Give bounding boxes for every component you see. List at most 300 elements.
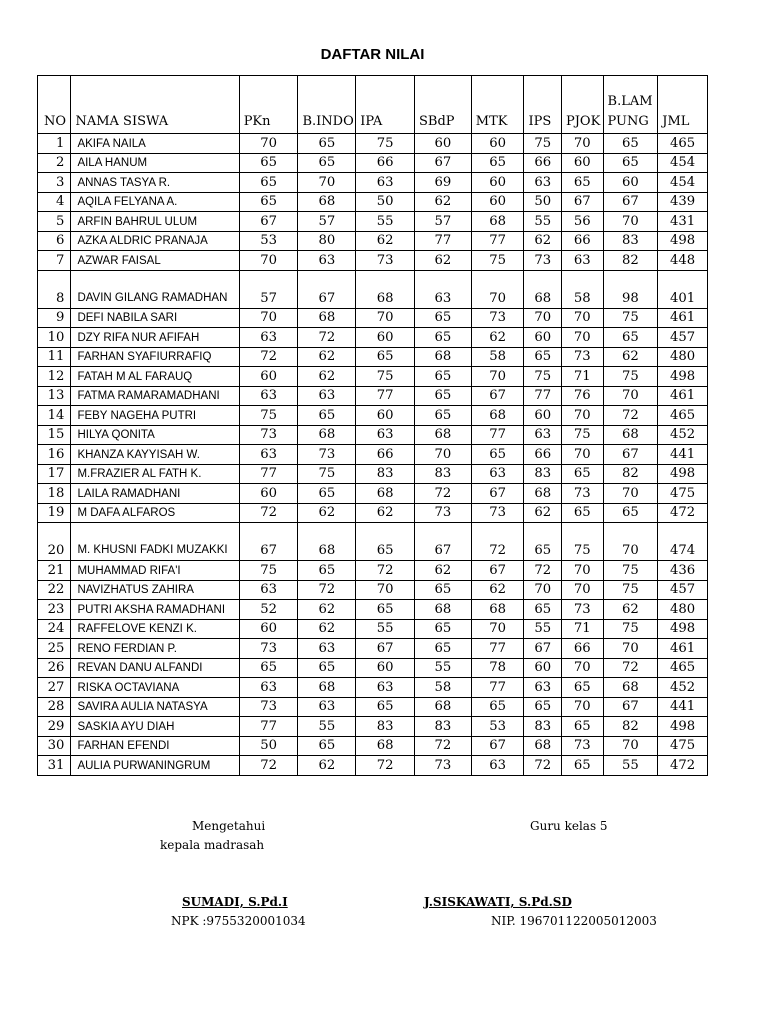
score-cell: 72 (471, 523, 524, 561)
total-cell: 457 (658, 580, 708, 600)
score-cell: 71 (561, 619, 603, 639)
score-cell: 75 (356, 134, 415, 154)
row-number: 5 (38, 212, 71, 232)
student-name: DAVIN GILANG RAMADHAN (71, 270, 239, 308)
column-header-no: NO (38, 76, 71, 134)
score-cell: 72 (298, 580, 356, 600)
score-cell: 60 (471, 173, 524, 193)
score-cell: 75 (239, 406, 298, 426)
score-cell: 72 (239, 756, 298, 776)
total-cell: 452 (658, 678, 708, 698)
score-cell: 63 (524, 425, 562, 445)
score-cell: 68 (603, 678, 658, 698)
score-cell: 62 (524, 231, 562, 251)
score-cell: 60 (239, 619, 298, 639)
score-cell: 57 (239, 270, 298, 308)
student-name: AQILA FELYANA A. (71, 192, 239, 212)
total-cell: 461 (658, 386, 708, 406)
score-cell: 63 (239, 678, 298, 698)
score-cell: 65 (471, 153, 524, 173)
score-cell: 70 (239, 251, 298, 271)
score-cell: 68 (298, 425, 356, 445)
total-cell: 498 (658, 464, 708, 484)
score-cell: 63 (239, 445, 298, 465)
score-cell: 70 (561, 580, 603, 600)
score-cell: 65 (239, 658, 298, 678)
table-row (38, 406, 708, 426)
score-cell: 60 (524, 658, 562, 678)
score-cell: 63 (524, 678, 562, 698)
row-number: 20 (38, 523, 71, 561)
score-cell: 70 (603, 639, 658, 659)
score-cell: 73 (415, 503, 472, 523)
row-number: 7 (38, 251, 71, 271)
score-cell: 57 (298, 212, 356, 232)
score-cell: 69 (415, 173, 472, 193)
score-cell: 65 (239, 192, 298, 212)
row-number: 24 (38, 619, 71, 639)
score-cell: 65 (415, 619, 472, 639)
score-cell: 65 (298, 153, 356, 173)
score-cell: 70 (561, 134, 603, 154)
table-row (38, 678, 708, 698)
score-cell: 70 (524, 580, 562, 600)
score-cell: 68 (298, 678, 356, 698)
score-cell: 67 (561, 192, 603, 212)
column-header-mtk: MTK (471, 76, 524, 134)
score-cell: 75 (356, 367, 415, 387)
score-cell: 65 (298, 658, 356, 678)
score-cell: 62 (298, 619, 356, 639)
table-row (38, 561, 708, 581)
score-cell: 83 (524, 464, 562, 484)
score-cell: 65 (603, 503, 658, 523)
score-cell: 67 (603, 445, 658, 465)
student-name: FEBY NAGEHA PUTRI (71, 406, 239, 426)
score-cell: 72 (603, 406, 658, 426)
student-name: AZWAR FAISAL (71, 251, 239, 271)
score-cell: 65 (415, 308, 472, 328)
row-number: 16 (38, 445, 71, 465)
score-cell: 60 (415, 134, 472, 154)
score-cell: 68 (524, 484, 562, 504)
score-cell: 62 (356, 231, 415, 251)
total-cell: 461 (658, 308, 708, 328)
score-cell: 68 (298, 192, 356, 212)
score-cell: 70 (524, 308, 562, 328)
score-cell: 62 (471, 328, 524, 348)
score-cell: 68 (356, 736, 415, 756)
student-name: LAILA RAMADHANI (71, 484, 239, 504)
total-cell: 474 (658, 523, 708, 561)
score-cell: 63 (298, 697, 356, 717)
column-header-blampung: B.LAMPUNG (603, 76, 658, 134)
total-cell: 472 (658, 503, 708, 523)
score-cell: 67 (603, 192, 658, 212)
score-cell: 62 (524, 503, 562, 523)
score-cell: 58 (471, 347, 524, 367)
score-cell: 65 (603, 328, 658, 348)
score-cell: 65 (356, 523, 415, 561)
row-number: 21 (38, 561, 71, 581)
student-name: M DAFA ALFAROS (71, 503, 239, 523)
score-cell: 55 (415, 658, 472, 678)
score-cell: 53 (471, 717, 524, 737)
score-cell: 73 (561, 484, 603, 504)
score-cell: 63 (471, 756, 524, 776)
score-cell: 62 (298, 600, 356, 620)
total-cell: 498 (658, 619, 708, 639)
score-cell: 67 (603, 697, 658, 717)
student-name: RENO FERDIAN P. (71, 639, 239, 659)
score-cell: 63 (239, 580, 298, 600)
total-cell: 480 (658, 347, 708, 367)
table-row (38, 445, 708, 465)
score-cell: 68 (471, 600, 524, 620)
score-cell: 60 (239, 367, 298, 387)
student-name: MUHAMMAD RIFA'I (71, 561, 239, 581)
score-cell: 60 (524, 328, 562, 348)
score-cell: 63 (239, 328, 298, 348)
score-cell: 55 (356, 212, 415, 232)
score-cell: 70 (356, 308, 415, 328)
score-cell: 60 (356, 658, 415, 678)
score-cell: 63 (471, 464, 524, 484)
score-cell: 67 (298, 270, 356, 308)
score-cell: 56 (561, 212, 603, 232)
acknowledge-label: Mengetahui (192, 819, 266, 833)
score-cell: 77 (471, 639, 524, 659)
score-cell: 73 (415, 756, 472, 776)
score-cell: 60 (356, 328, 415, 348)
score-cell: 62 (415, 561, 472, 581)
score-cell: 72 (239, 503, 298, 523)
score-cell: 70 (471, 619, 524, 639)
score-cell: 63 (356, 173, 415, 193)
table-row (38, 251, 708, 271)
score-cell: 83 (356, 717, 415, 737)
teacher-id: NIP. 196701122005012003 (491, 914, 657, 928)
score-cell: 82 (603, 251, 658, 271)
score-cell: 62 (356, 503, 415, 523)
score-cell: 73 (356, 251, 415, 271)
score-cell: 65 (561, 464, 603, 484)
table-row (38, 192, 708, 212)
student-name: FATAH M AL FARAUQ (71, 367, 239, 387)
score-cell: 65 (561, 678, 603, 698)
score-cell: 60 (356, 406, 415, 426)
student-name: AILA HANUM (71, 153, 239, 173)
table-row (38, 153, 708, 173)
total-cell: 465 (658, 134, 708, 154)
teacher-name: J.SISKAWATI, S.Pd.SD (424, 895, 572, 909)
score-cell: 83 (356, 464, 415, 484)
table-row (38, 756, 708, 776)
table-row (38, 231, 708, 251)
score-cell: 70 (603, 484, 658, 504)
score-cell: 70 (561, 561, 603, 581)
score-cell: 62 (603, 600, 658, 620)
total-cell: 452 (658, 425, 708, 445)
score-cell: 67 (524, 639, 562, 659)
score-cell: 72 (415, 484, 472, 504)
total-cell: 465 (658, 658, 708, 678)
table-row (38, 347, 708, 367)
principal-name: SUMADI, S.Pd.I (182, 895, 288, 909)
score-cell: 70 (561, 308, 603, 328)
score-cell: 65 (298, 484, 356, 504)
score-cell: 76 (561, 386, 603, 406)
total-cell: 454 (658, 173, 708, 193)
score-cell: 68 (471, 212, 524, 232)
row-number: 31 (38, 756, 71, 776)
score-cell: 57 (415, 212, 472, 232)
score-cell: 68 (524, 736, 562, 756)
score-cell: 55 (524, 212, 562, 232)
total-cell: 454 (658, 153, 708, 173)
score-cell: 70 (603, 212, 658, 232)
score-cell: 72 (603, 658, 658, 678)
score-cell: 55 (298, 717, 356, 737)
row-number: 28 (38, 697, 71, 717)
score-cell: 72 (524, 561, 562, 581)
score-cell: 65 (415, 386, 472, 406)
score-cell: 62 (298, 756, 356, 776)
row-number: 30 (38, 736, 71, 756)
score-cell: 68 (415, 425, 472, 445)
score-cell: 73 (471, 308, 524, 328)
score-cell: 65 (239, 153, 298, 173)
score-cell: 73 (471, 503, 524, 523)
score-cell: 77 (356, 386, 415, 406)
score-cell: 66 (524, 445, 562, 465)
score-cell: 77 (471, 678, 524, 698)
score-cell: 65 (239, 173, 298, 193)
row-number: 12 (38, 367, 71, 387)
score-cell: 78 (471, 658, 524, 678)
column-header-pkn: PKn (239, 76, 298, 134)
row-number: 8 (38, 270, 71, 308)
score-cell: 75 (561, 523, 603, 561)
score-cell: 66 (561, 231, 603, 251)
score-cell: 65 (298, 134, 356, 154)
score-cell: 62 (415, 251, 472, 271)
score-cell: 72 (524, 756, 562, 776)
score-cell: 77 (524, 386, 562, 406)
row-number: 17 (38, 464, 71, 484)
student-name: HILYA QONITA (71, 425, 239, 445)
table-row (38, 308, 708, 328)
score-cell: 75 (603, 561, 658, 581)
score-cell: 65 (356, 347, 415, 367)
table-row (38, 658, 708, 678)
score-cell: 75 (524, 367, 562, 387)
total-cell: 480 (658, 600, 708, 620)
score-cell: 58 (561, 270, 603, 308)
total-cell: 401 (658, 270, 708, 308)
score-cell: 70 (415, 445, 472, 465)
column-header-bindo: B.INDO (298, 76, 356, 134)
score-cell: 55 (356, 619, 415, 639)
score-cell: 67 (415, 523, 472, 561)
total-cell: 472 (658, 756, 708, 776)
score-cell: 65 (603, 134, 658, 154)
score-cell: 65 (603, 153, 658, 173)
score-cell: 70 (471, 270, 524, 308)
student-name: SAVIRA AULIA NATASYA (71, 697, 239, 717)
teacher-title: Guru kelas 5 (530, 819, 608, 833)
row-number: 23 (38, 600, 71, 620)
score-cell: 75 (471, 251, 524, 271)
total-cell: 498 (658, 231, 708, 251)
score-cell: 70 (561, 406, 603, 426)
score-cell: 65 (415, 406, 472, 426)
score-cell: 72 (356, 561, 415, 581)
score-cell: 77 (415, 231, 472, 251)
header-row (38, 76, 708, 134)
total-cell: 498 (658, 717, 708, 737)
row-number: 3 (38, 173, 71, 193)
score-cell: 63 (415, 270, 472, 308)
student-name: KHANZA KAYYISAH W. (71, 445, 239, 465)
score-cell: 73 (298, 445, 356, 465)
row-number: 2 (38, 153, 71, 173)
score-cell: 73 (561, 347, 603, 367)
student-name: FARHAN EFENDI (71, 736, 239, 756)
grades-table (37, 75, 708, 776)
score-cell: 75 (561, 425, 603, 445)
score-cell: 63 (356, 425, 415, 445)
table-row (38, 580, 708, 600)
score-cell: 52 (239, 600, 298, 620)
score-cell: 55 (603, 756, 658, 776)
table-row (38, 503, 708, 523)
score-cell: 67 (471, 736, 524, 756)
score-cell: 65 (471, 445, 524, 465)
table-row (38, 464, 708, 484)
row-number: 10 (38, 328, 71, 348)
student-name: SASKIA AYU DIAH (71, 717, 239, 737)
student-name: M.FRAZIER AL FATH K. (71, 464, 239, 484)
table-row (38, 134, 708, 154)
row-number: 4 (38, 192, 71, 212)
student-name: RISKA OCTAVIANA (71, 678, 239, 698)
student-name: ARFIN BAHRUL ULUM (71, 212, 239, 232)
score-cell: 71 (561, 367, 603, 387)
total-cell: 448 (658, 251, 708, 271)
total-cell: 465 (658, 406, 708, 426)
row-number: 19 (38, 503, 71, 523)
score-cell: 66 (356, 445, 415, 465)
student-name: FATMA RAMARAMADHANI (71, 386, 239, 406)
score-cell: 65 (356, 600, 415, 620)
score-cell: 75 (603, 308, 658, 328)
score-cell: 77 (239, 717, 298, 737)
score-cell: 72 (356, 756, 415, 776)
table-row (38, 328, 708, 348)
total-cell: 431 (658, 212, 708, 232)
score-cell: 66 (524, 153, 562, 173)
table-row (38, 736, 708, 756)
score-cell: 65 (415, 367, 472, 387)
score-cell: 62 (415, 192, 472, 212)
score-cell: 65 (524, 523, 562, 561)
score-cell: 65 (524, 697, 562, 717)
row-number: 1 (38, 134, 71, 154)
row-number: 13 (38, 386, 71, 406)
score-cell: 65 (561, 173, 603, 193)
score-cell: 70 (561, 328, 603, 348)
score-cell: 63 (561, 251, 603, 271)
score-cell: 75 (239, 561, 298, 581)
score-cell: 68 (415, 697, 472, 717)
row-number: 11 (38, 347, 71, 367)
score-cell: 72 (415, 736, 472, 756)
score-cell: 83 (415, 464, 472, 484)
score-cell: 73 (561, 736, 603, 756)
student-name: DZY RIFA NUR AFIFAH (71, 328, 239, 348)
total-cell: 475 (658, 736, 708, 756)
score-cell: 65 (561, 717, 603, 737)
score-cell: 75 (524, 134, 562, 154)
score-cell: 65 (524, 600, 562, 620)
score-cell: 98 (603, 270, 658, 308)
score-cell: 50 (356, 192, 415, 212)
score-cell: 72 (239, 347, 298, 367)
score-cell: 70 (561, 697, 603, 717)
student-name: ANNAS TASYA R. (71, 173, 239, 193)
column-header-ips: IPS (524, 76, 562, 134)
score-cell: 67 (239, 212, 298, 232)
score-cell: 70 (603, 736, 658, 756)
score-cell: 75 (298, 464, 356, 484)
column-header-pjok: PJOK (561, 76, 603, 134)
score-cell: 67 (239, 523, 298, 561)
score-cell: 60 (239, 484, 298, 504)
score-cell: 65 (561, 503, 603, 523)
score-cell: 50 (239, 736, 298, 756)
score-cell: 60 (603, 173, 658, 193)
table-row (38, 523, 708, 561)
score-cell: 63 (524, 173, 562, 193)
total-cell: 441 (658, 697, 708, 717)
score-cell: 70 (239, 134, 298, 154)
row-number: 26 (38, 658, 71, 678)
student-name: NAVIZHATUS ZAHIRA (71, 580, 239, 600)
score-cell: 62 (471, 580, 524, 600)
score-cell: 62 (298, 367, 356, 387)
score-cell: 65 (471, 697, 524, 717)
column-header-jml: JML (658, 76, 708, 134)
table-row (38, 212, 708, 232)
score-cell: 75 (603, 580, 658, 600)
student-name: RAFFELOVE KENZI K. (71, 619, 239, 639)
score-cell: 68 (524, 270, 562, 308)
score-cell: 58 (415, 678, 472, 698)
total-cell: 439 (658, 192, 708, 212)
score-cell: 63 (298, 386, 356, 406)
table-row (38, 717, 708, 737)
score-cell: 73 (239, 639, 298, 659)
score-cell: 67 (471, 484, 524, 504)
score-cell: 68 (471, 406, 524, 426)
score-cell: 83 (524, 717, 562, 737)
score-cell: 66 (356, 153, 415, 173)
score-cell: 70 (298, 173, 356, 193)
score-cell: 50 (524, 192, 562, 212)
score-cell: 68 (603, 425, 658, 445)
score-cell: 63 (356, 678, 415, 698)
